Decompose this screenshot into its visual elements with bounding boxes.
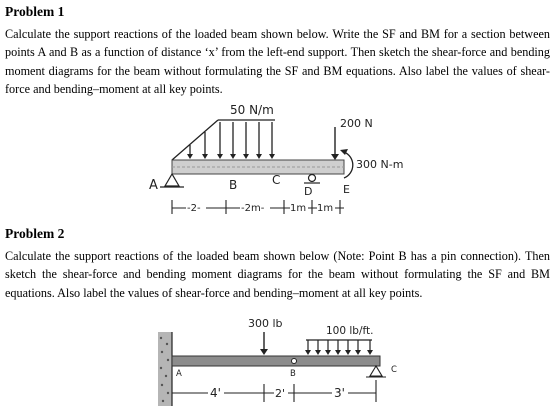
problem-2-text: Calculate the support reactions of the loaded beam shown below (Note: Point B has a pin connection). Then sketch the shear-force and bending moment diagrams for the beam without formulating the SF and BM equations. Also label the values of shear-force and bending–moment at all key points.: [5, 249, 550, 300]
problem-1-title: Problem 1: [5, 4, 65, 19]
problem-1-text: Calculate the support reactions of the loaded beam shown below. Write the SF and BM for a section between points A and B as a function of distance ‘x’ from the left-end support. Then sketch the shear-force and bending moment diagrams for the beam without formulating the SF and BM equations. Also label the values of shear-force and bending–moment at all key points.: [5, 27, 550, 96]
pin-b: [292, 359, 297, 364]
point-label-e: E: [343, 183, 350, 196]
support-c: [366, 366, 386, 377]
point-load-arrow-2: [260, 332, 268, 355]
distributed-load-label: 50 N/m: [230, 103, 274, 117]
dim-2-b: 2': [275, 387, 286, 400]
dim-ab: -2-: [187, 203, 201, 214]
moment-label: 300 N-m: [356, 158, 404, 171]
dim-cd: 1m: [290, 203, 307, 214]
dim-de: 1m: [317, 203, 334, 214]
point-label-a: A: [149, 178, 158, 193]
beam-2: [172, 356, 380, 366]
fixed-wall: [158, 332, 172, 406]
problem-2-title: Problem 2: [5, 226, 65, 241]
point-load-label: 200 N: [340, 117, 373, 130]
point-label-a2: A: [176, 369, 182, 379]
dim-2-ab: 4': [210, 386, 221, 400]
point-label-c: C: [272, 173, 281, 187]
point-label-c2: C: [391, 365, 397, 375]
point-label-b: B: [229, 178, 238, 192]
point-label-b2: B: [290, 369, 296, 379]
distributed-load-label-2: 100 lb/ft.: [326, 325, 374, 337]
dim-2-bc: 3': [334, 386, 345, 400]
dim-bc: -2m-: [241, 203, 265, 214]
point-label-d: D: [304, 185, 313, 198]
point-load-label-2: 300 lb: [248, 317, 283, 330]
